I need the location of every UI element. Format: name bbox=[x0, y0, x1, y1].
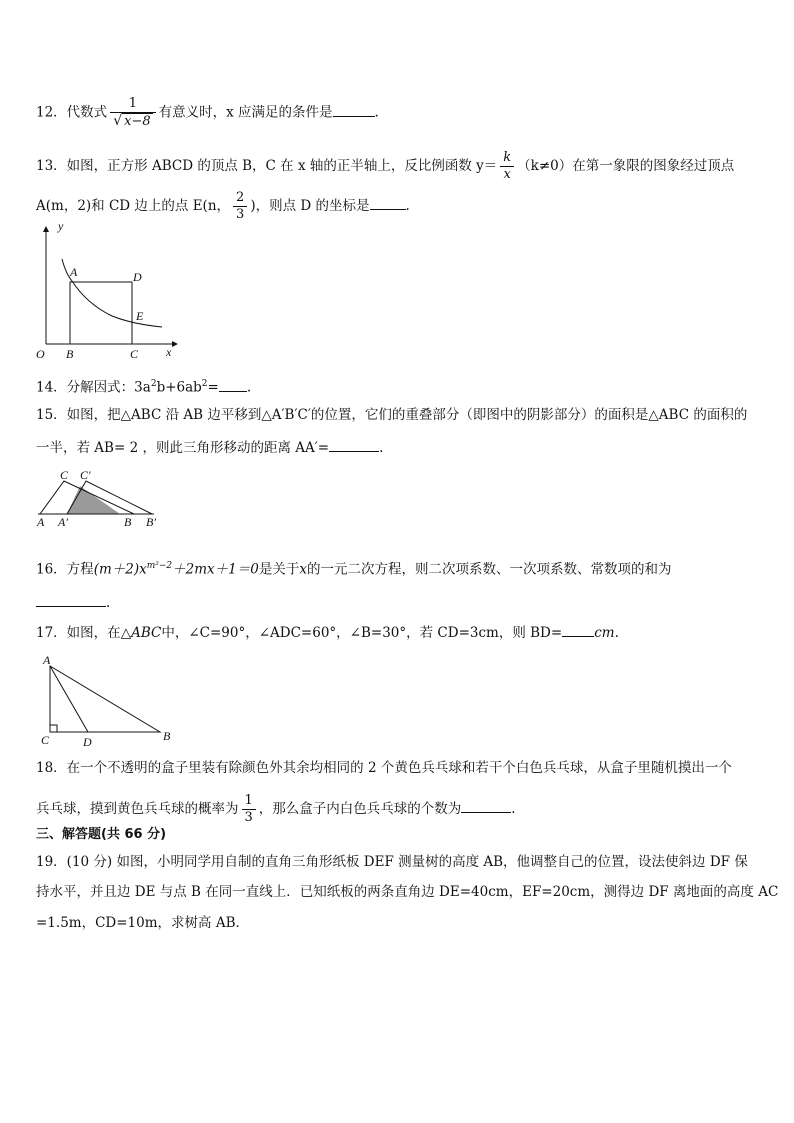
y-axis-arrow-icon bbox=[43, 226, 49, 232]
label-B: B bbox=[124, 515, 132, 529]
label-O: O bbox=[36, 347, 45, 361]
x-axis-arrow-icon bbox=[172, 341, 178, 347]
label-A: A bbox=[70, 265, 78, 279]
q13-e-fraction: $\frac{2}{3}$ bbox=[233, 190, 247, 223]
answer-blank-16[interactable] bbox=[36, 592, 106, 607]
figure-13-square-hyperbola bbox=[32, 224, 180, 364]
q18-fraction: $\frac{1}{3}$ bbox=[242, 793, 256, 826]
question-19-line2: 持水平，并且边 DE 与点 B 在同一直线上．已知纸板的两条直角边 DE=40cm，EF=20cm，测得边 DF 离地面的高度 AC bbox=[36, 884, 779, 900]
q13-k-fraction: $\frac{k}{x}$ bbox=[500, 150, 514, 183]
q12-fraction: $\frac{1}{√ x-8}$ bbox=[110, 96, 155, 130]
label-C: C bbox=[60, 468, 69, 482]
question-14: 14．分解因式：$3a^2b+6ab^2=$ . bbox=[36, 374, 251, 398]
label-E: E bbox=[136, 309, 144, 323]
label-y: y bbox=[58, 224, 64, 233]
label-D: D bbox=[133, 270, 142, 284]
answer-blank-15[interactable] bbox=[329, 437, 379, 452]
label-C: C bbox=[41, 733, 50, 747]
triangle-abc bbox=[50, 666, 160, 732]
question-15-line2: 一半，若 AB= 2 ，则此三角形移动的距离 AA′= . bbox=[36, 437, 383, 458]
question-19-line3: =1.5m，CD=10m，求树高 AB． bbox=[36, 915, 249, 931]
section-heading: 三、解答题(共 66 分) bbox=[36, 827, 167, 842]
question-16-line2: . bbox=[36, 592, 110, 613]
label-A: A bbox=[37, 515, 45, 529]
label-D: D bbox=[83, 735, 92, 748]
label-B: B bbox=[66, 347, 74, 361]
label-B: B bbox=[163, 729, 171, 743]
question-15-line1: 15．如图，把△ABC 沿 AB 边平移到△A′B′C′的位置，它们的重叠部分（即图中的阴影部分）的面积是△ABC 的面积的 bbox=[36, 407, 748, 423]
answer-blank-17[interactable] bbox=[562, 622, 594, 637]
question-13-line2: A(m，2)和 CD 边上的点 E(n， $\frac{2}{3}$ )，则点 D 的坐标是 . bbox=[36, 190, 410, 222]
question-13-line1: 13．如图，正方形 ABCD 的顶点 B，C 在 x 轴的正半轴上，反比例函数 y＝ $\frac{k}{x}$ （k≠0）在第一象限的图象经过顶点 bbox=[36, 150, 735, 182]
label-x: x bbox=[166, 345, 172, 359]
question-18-line1: 18．在一个不透明的盒子里装有除颜色外其余均相同的 2 个黄色兵乓球和若干个白色兵乓球，从盒子里随机摸出一个 bbox=[36, 760, 732, 776]
label-C: C bbox=[130, 347, 139, 361]
answer-blank-12[interactable] bbox=[333, 102, 375, 117]
question-18-line2: 兵乓球，摸到黄色兵乓球的概率为 $\frac{1}{3}$ ，那么盒子内白色兵乓球的个数为 . bbox=[36, 793, 516, 825]
answer-blank-18[interactable] bbox=[461, 798, 511, 813]
question-17: 17．如图，在△ABC中，∠C=90°，∠ADC=60°，∠B=30°，若 CD=3cm，则 BD= cm. bbox=[36, 622, 619, 643]
answer-blank-14[interactable] bbox=[219, 377, 247, 392]
label-A: A bbox=[43, 653, 51, 667]
question-16-line1: 16．方程$(m+2)x^{m^2-2}+2mx+1=0$是关于x的一元二次方程，则二次项系数、一次项系数、常数项的和为 bbox=[36, 561, 672, 578]
segment-ad bbox=[50, 666, 88, 732]
question-19-line1: 19．(10 分) 如图，小明同学用自制的直角三角形纸板 DEF 测量树的高度 AB，他调整自己的位置，设法使斜边 DF 保 bbox=[36, 854, 748, 870]
figure-15-translated-triangles bbox=[34, 468, 164, 530]
q12-prefix: 12．代数式 bbox=[36, 104, 108, 121]
question-12: 12．代数式 $\frac{1}{√ x-8}$ 有意义时，x 应满足的条件是 . bbox=[36, 96, 379, 129]
answer-blank-13[interactable] bbox=[370, 195, 406, 210]
q12-suffix: 有意义时，x 应满足的条件是 bbox=[158, 104, 333, 121]
figure-17-right-triangle bbox=[36, 652, 186, 748]
label-C-prime: C′ bbox=[80, 468, 91, 482]
label-A-prime: A′ bbox=[58, 515, 68, 529]
right-angle-mark bbox=[50, 725, 57, 732]
label-B-prime: B′ bbox=[146, 515, 156, 529]
